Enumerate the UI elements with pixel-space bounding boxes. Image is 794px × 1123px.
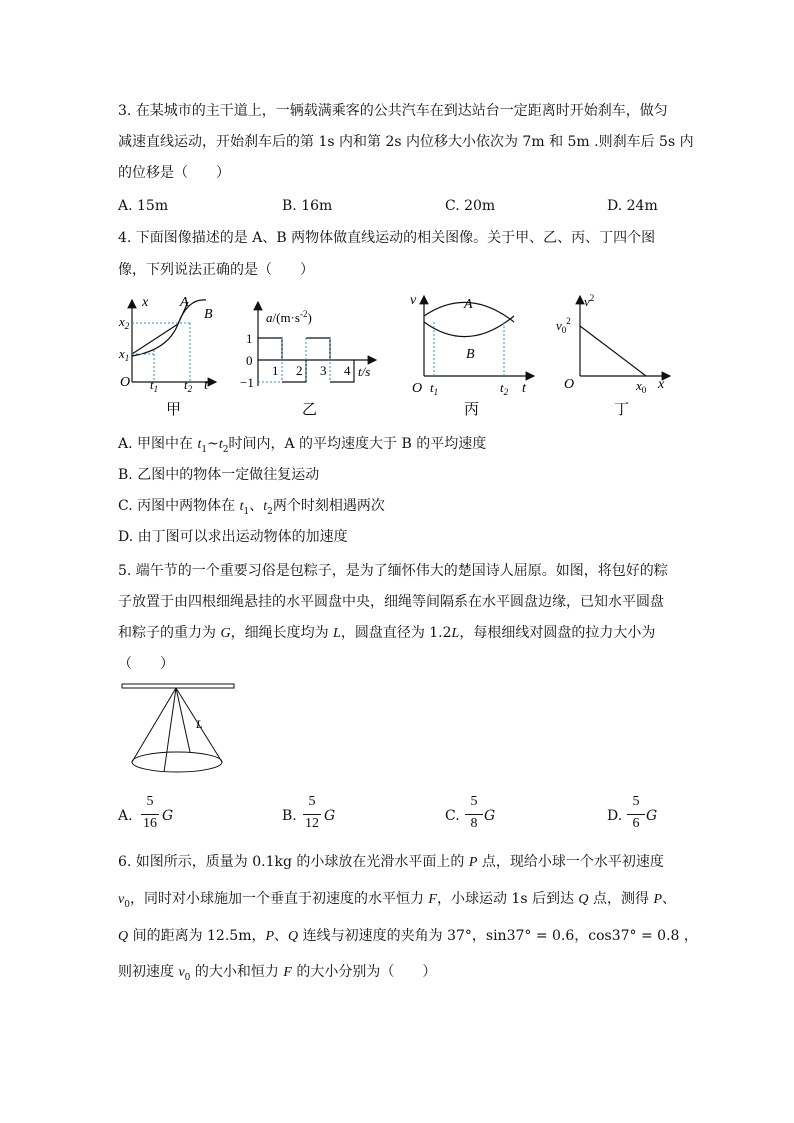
yi-tick-4: 4 [344, 363, 351, 378]
jia-x-axis-label: x [142, 295, 149, 310]
yi-axis-label: $a/(m\cdot s^{-2})$ [266, 309, 312, 325]
rope-front [164, 688, 176, 772]
q5-text-line1: 5. 端午节的一个重要习俗是包粽子，是为了缅怀伟大的楚国诗人屈原。如图，将包好的粽 [118, 563, 668, 579]
yi-t-axis-label: t/s [358, 364, 371, 379]
ceiling-bar [122, 684, 234, 688]
q5-figure-cone [118, 682, 248, 777]
q5-option-d-unit: G [646, 808, 658, 824]
rope-length-label: L [196, 717, 203, 731]
q3-option-c[interactable]: C. 20m [445, 198, 496, 214]
q5-text-line4: （ ） [118, 656, 174, 672]
yi-tick-1: 1 [272, 363, 279, 378]
jia-x1-label: $x_1$ [119, 346, 130, 363]
q4-option-c[interactable]: C. 丙图中两物体在 $t_1$、$t_2$两个时刻相遇两次 [118, 498, 385, 517]
yi-y-pos: 1 [246, 331, 253, 346]
jia-origin: O [120, 375, 131, 390]
q5-option-a-letter[interactable]: A. [118, 808, 133, 824]
yi-tick-2: 2 [296, 363, 303, 378]
q5-option-b-letter[interactable]: B. [282, 808, 297, 824]
yi-tick-3: 3 [320, 363, 327, 378]
ding-v0-label: $v_0^2$ [556, 316, 571, 335]
rope-back [176, 688, 190, 752]
q3-text-line1: 3. 在某城市的主干道上，一辆载满乘客的公共汽车在到达站台一定距离时开始刹车，做匀 [118, 103, 668, 119]
bing-caption: 丙 [464, 402, 480, 418]
yi-segment-3 [306, 338, 330, 360]
jia-t2-label: $t_2$ [184, 377, 193, 394]
bing-t1-label: $t_1$ [430, 380, 439, 397]
q3-text-line3: 的位移是（ ） [118, 165, 230, 181]
q6-text-line3: Q 间的距离为 12.5m，P、Q 连线与初速度的夹角为 37°，sin37° = 0.6，cos37° = 0.8 ， [118, 928, 698, 944]
bing-t2-label: $t_2$ [500, 380, 509, 397]
q5-option-b-unit: G [324, 808, 336, 824]
q3-text-line2: 减速直线运动，开始刹车后的第 1s 内和第 2s 内位移大小依次为 7m 和 5m .则刹车后 5s 内 [118, 134, 694, 150]
ding-y-axis-label: $v^2$ [584, 293, 595, 309]
q5-text-line3: 和粽子的重力为 G，细绳长度均为 L，圆盘直径为 1.2L，每根细线对圆盘的拉力大小为 [118, 625, 656, 641]
q4-figure-jia [118, 292, 218, 422]
q4-figure-yi [240, 298, 380, 422]
jia-caption: 甲 [166, 402, 182, 418]
q4-option-b[interactable]: B. 乙图中的物体一定做往复运动 [118, 467, 320, 483]
q4-option-d[interactable]: D. 由丁图可以求出运动物体的加速度 [118, 529, 348, 545]
bing-v-axis-label: v [410, 293, 417, 308]
yi-y-zero: 0 [246, 353, 253, 368]
yi-segment-1 [258, 338, 282, 360]
bing-t-axis-label: t [522, 381, 526, 396]
jia-label-a: A [180, 295, 189, 310]
q5-option-a-unit: G [162, 808, 174, 824]
jia-label-b: B [204, 307, 213, 322]
jia-t1-label: $t_1$ [150, 377, 159, 394]
q4-figure-bing [408, 292, 538, 422]
q4-figure-ding [554, 292, 674, 422]
q5-option-c-letter[interactable]: C. [445, 808, 460, 824]
bing-label-b: B [466, 347, 475, 362]
q4-text-line1: 4. 下面图像描述的是 A、B 两物体做直线运动的相关图像。关于甲、乙、丙、丁四个图 [118, 230, 656, 246]
ding-x0-label: $x_0$ [636, 378, 647, 395]
ding-line [580, 326, 646, 376]
jia-x2-label: $x_2$ [119, 314, 130, 331]
bing-curve-b [424, 316, 514, 337]
q3-option-d[interactable]: D. 24m [607, 198, 658, 214]
disk [132, 752, 222, 772]
q6-text-line1: 6. 如图所示，质量为 0.1kg 的小球放在光滑水平面上的 P 点，现给小球一个水平初速度 [118, 854, 664, 870]
bing-origin: O [412, 381, 423, 396]
q4-text-line2: 像，下列说法正确的是（ ） [118, 262, 314, 278]
ding-x-axis-label: x [658, 377, 665, 392]
q3-option-b[interactable]: B. 16m [282, 198, 333, 214]
q6-text-line4: 则初速度 $v_0$ 的大小和恒力 F 的大小分别为（ ） [118, 964, 437, 983]
q4-option-a[interactable]: A. 甲图中在 $t_1\sim t_2$时间内，A 的平均速度大于 B 的平均速度 [118, 436, 487, 455]
q5-option-d-letter[interactable]: D. [607, 808, 623, 824]
q6-text-line2: $v_0$，同时对小球施加一个垂直于初速度的水平恒力 F，小球运动 1s 后到达 Q 点，测得 P、 [118, 891, 677, 910]
bing-label-a: A [464, 297, 473, 312]
jia-t-axis-label: t [204, 378, 208, 393]
rope-left [132, 688, 176, 762]
yi-caption: 乙 [302, 402, 318, 418]
q3-option-a[interactable]: A. 15m [118, 198, 169, 214]
ding-origin: O [564, 377, 575, 392]
ding-caption: 丁 [614, 402, 630, 418]
yi-y-neg: −1 [240, 375, 254, 390]
q5-text-line2: 子放置于由四根细绳悬挂的水平圆盘中央，细绳等间隔系在水平圆盘边缘，已知水平圆盘 [118, 594, 664, 610]
q5-option-c-unit: G [484, 808, 496, 824]
